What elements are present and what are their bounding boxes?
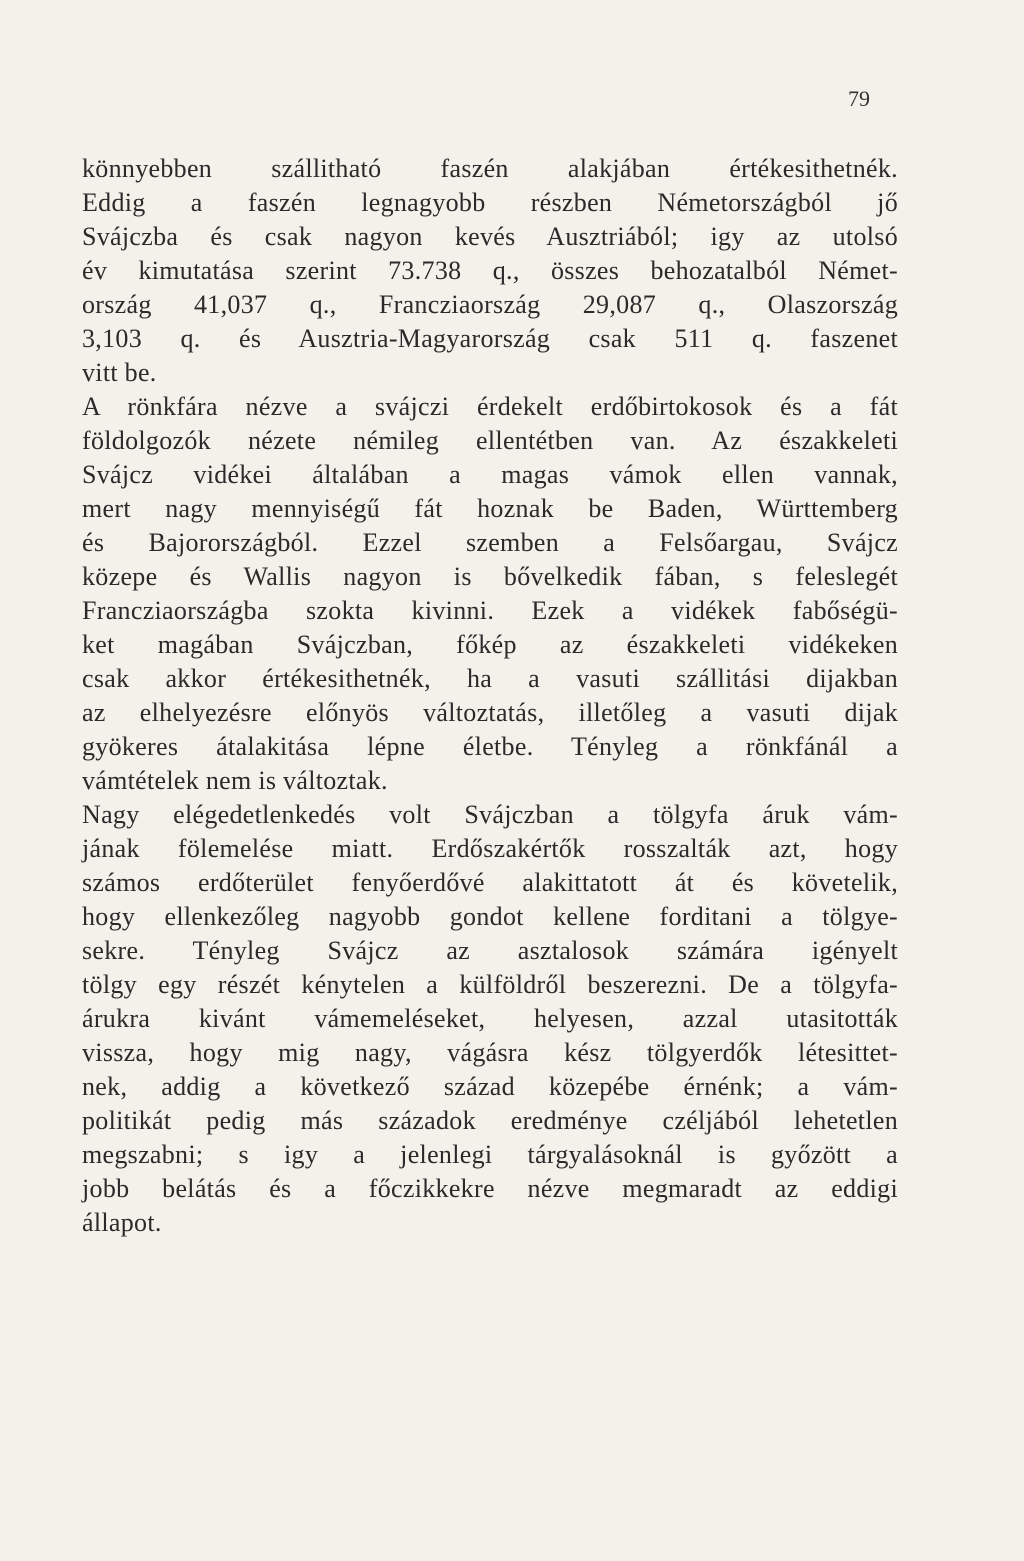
text-line: csak akkor értékesithetnék, ha a vasuti szállitási dijakban — [82, 664, 898, 693]
page-number: 79 — [848, 86, 870, 111]
text-line: közepe és Wallis nagyon is bővelkedik fában, s feleslegét — [82, 562, 898, 591]
text-line: mert nagy mennyiségű fát hoznak be Baden, Württemberg — [82, 494, 898, 523]
text-line: év kimutatása szerint 73.738 q., összes behozatalból Német- — [82, 256, 898, 285]
text-line: számos erdőterület fenyőerdővé alakittatott át és követelik, — [82, 868, 898, 897]
text-line: és Bajorországból. Ezzel szemben a Felsőargau, Svájcz — [82, 528, 898, 557]
text-line: vámtételek nem is változtak. — [82, 766, 388, 795]
text-line: Eddig a faszén legnagyobb részben Németországból jő — [82, 188, 898, 217]
text-line: 3,103 q. és Ausztria-Magyarország csak 511 q. faszenet — [82, 324, 898, 353]
text-line: állapot. — [82, 1208, 162, 1237]
text-line: árukra kivánt vámemeléseket, helyesen, azzal utasitották — [82, 1004, 898, 1033]
text-line: az elhelyezésre előnyös változtatás, illetőleg a vasuti dijak — [82, 698, 898, 727]
text-line: könnyebben szállitható faszén alakjában értékesithetnék. — [82, 154, 898, 183]
text-line: tölgy egy részét kénytelen a külföldről beszerezni. De a tölgyfa- — [82, 970, 898, 999]
text-line: vitt be. — [82, 358, 157, 387]
text-line: hogy ellenkezőleg nagyobb gondot kellene forditani a tölgye- — [82, 902, 898, 931]
text-line: vissza, hogy mig nagy, vágásra kész tölgyerdők létesittet- — [82, 1038, 898, 1067]
text-line: ország 41,037 q., Francziaország 29,087 q., Olaszország — [82, 290, 898, 319]
text-line: Svájczba és csak nagyon kevés Ausztriából; igy az utolsó — [82, 222, 898, 251]
text-line: megszabni; s igy a jelenlegi tárgyalásoknál is győzött a — [82, 1140, 898, 1169]
text-line: jobb belátás és a főczikkekre nézve megmaradt az eddigi — [82, 1174, 898, 1203]
text-line: sekre. Tényleg Svájcz az asztalosok számára igényelt — [82, 936, 898, 965]
text-line: nek, addig a következő század közepébe érnénk; a vám- — [82, 1072, 898, 1101]
text-line: gyökeres átalakitása lépne életbe. Tényleg a rönkfánál a — [82, 732, 898, 761]
body-text — [82, 152, 898, 1240]
text-line: Svájcz vidékei általában a magas vámok ellen vannak, — [82, 460, 898, 489]
text-line: A rönkfára nézve a svájczi érdekelt erdőbirtokosok és a fát — [82, 392, 898, 421]
text-line: Francziaországba szokta kivinni. Ezek a vidékek fabőségü- — [82, 596, 898, 625]
text-line: ket magában Svájczban, főkép az északkeleti vidékeken — [82, 630, 898, 659]
text-line: földolgozók nézete némileg ellentétben van. Az északkeleti — [82, 426, 898, 455]
text-line: jának fölemelése miatt. Erdőszakértők rosszalták azt, hogy — [82, 834, 898, 863]
text-line: politikát pedig más századok eredménye czéljából lehetetlen — [82, 1106, 898, 1135]
text-line: Nagy elégedetlenkedés volt Svájczban a tölgyfa áruk vám- — [82, 800, 898, 829]
